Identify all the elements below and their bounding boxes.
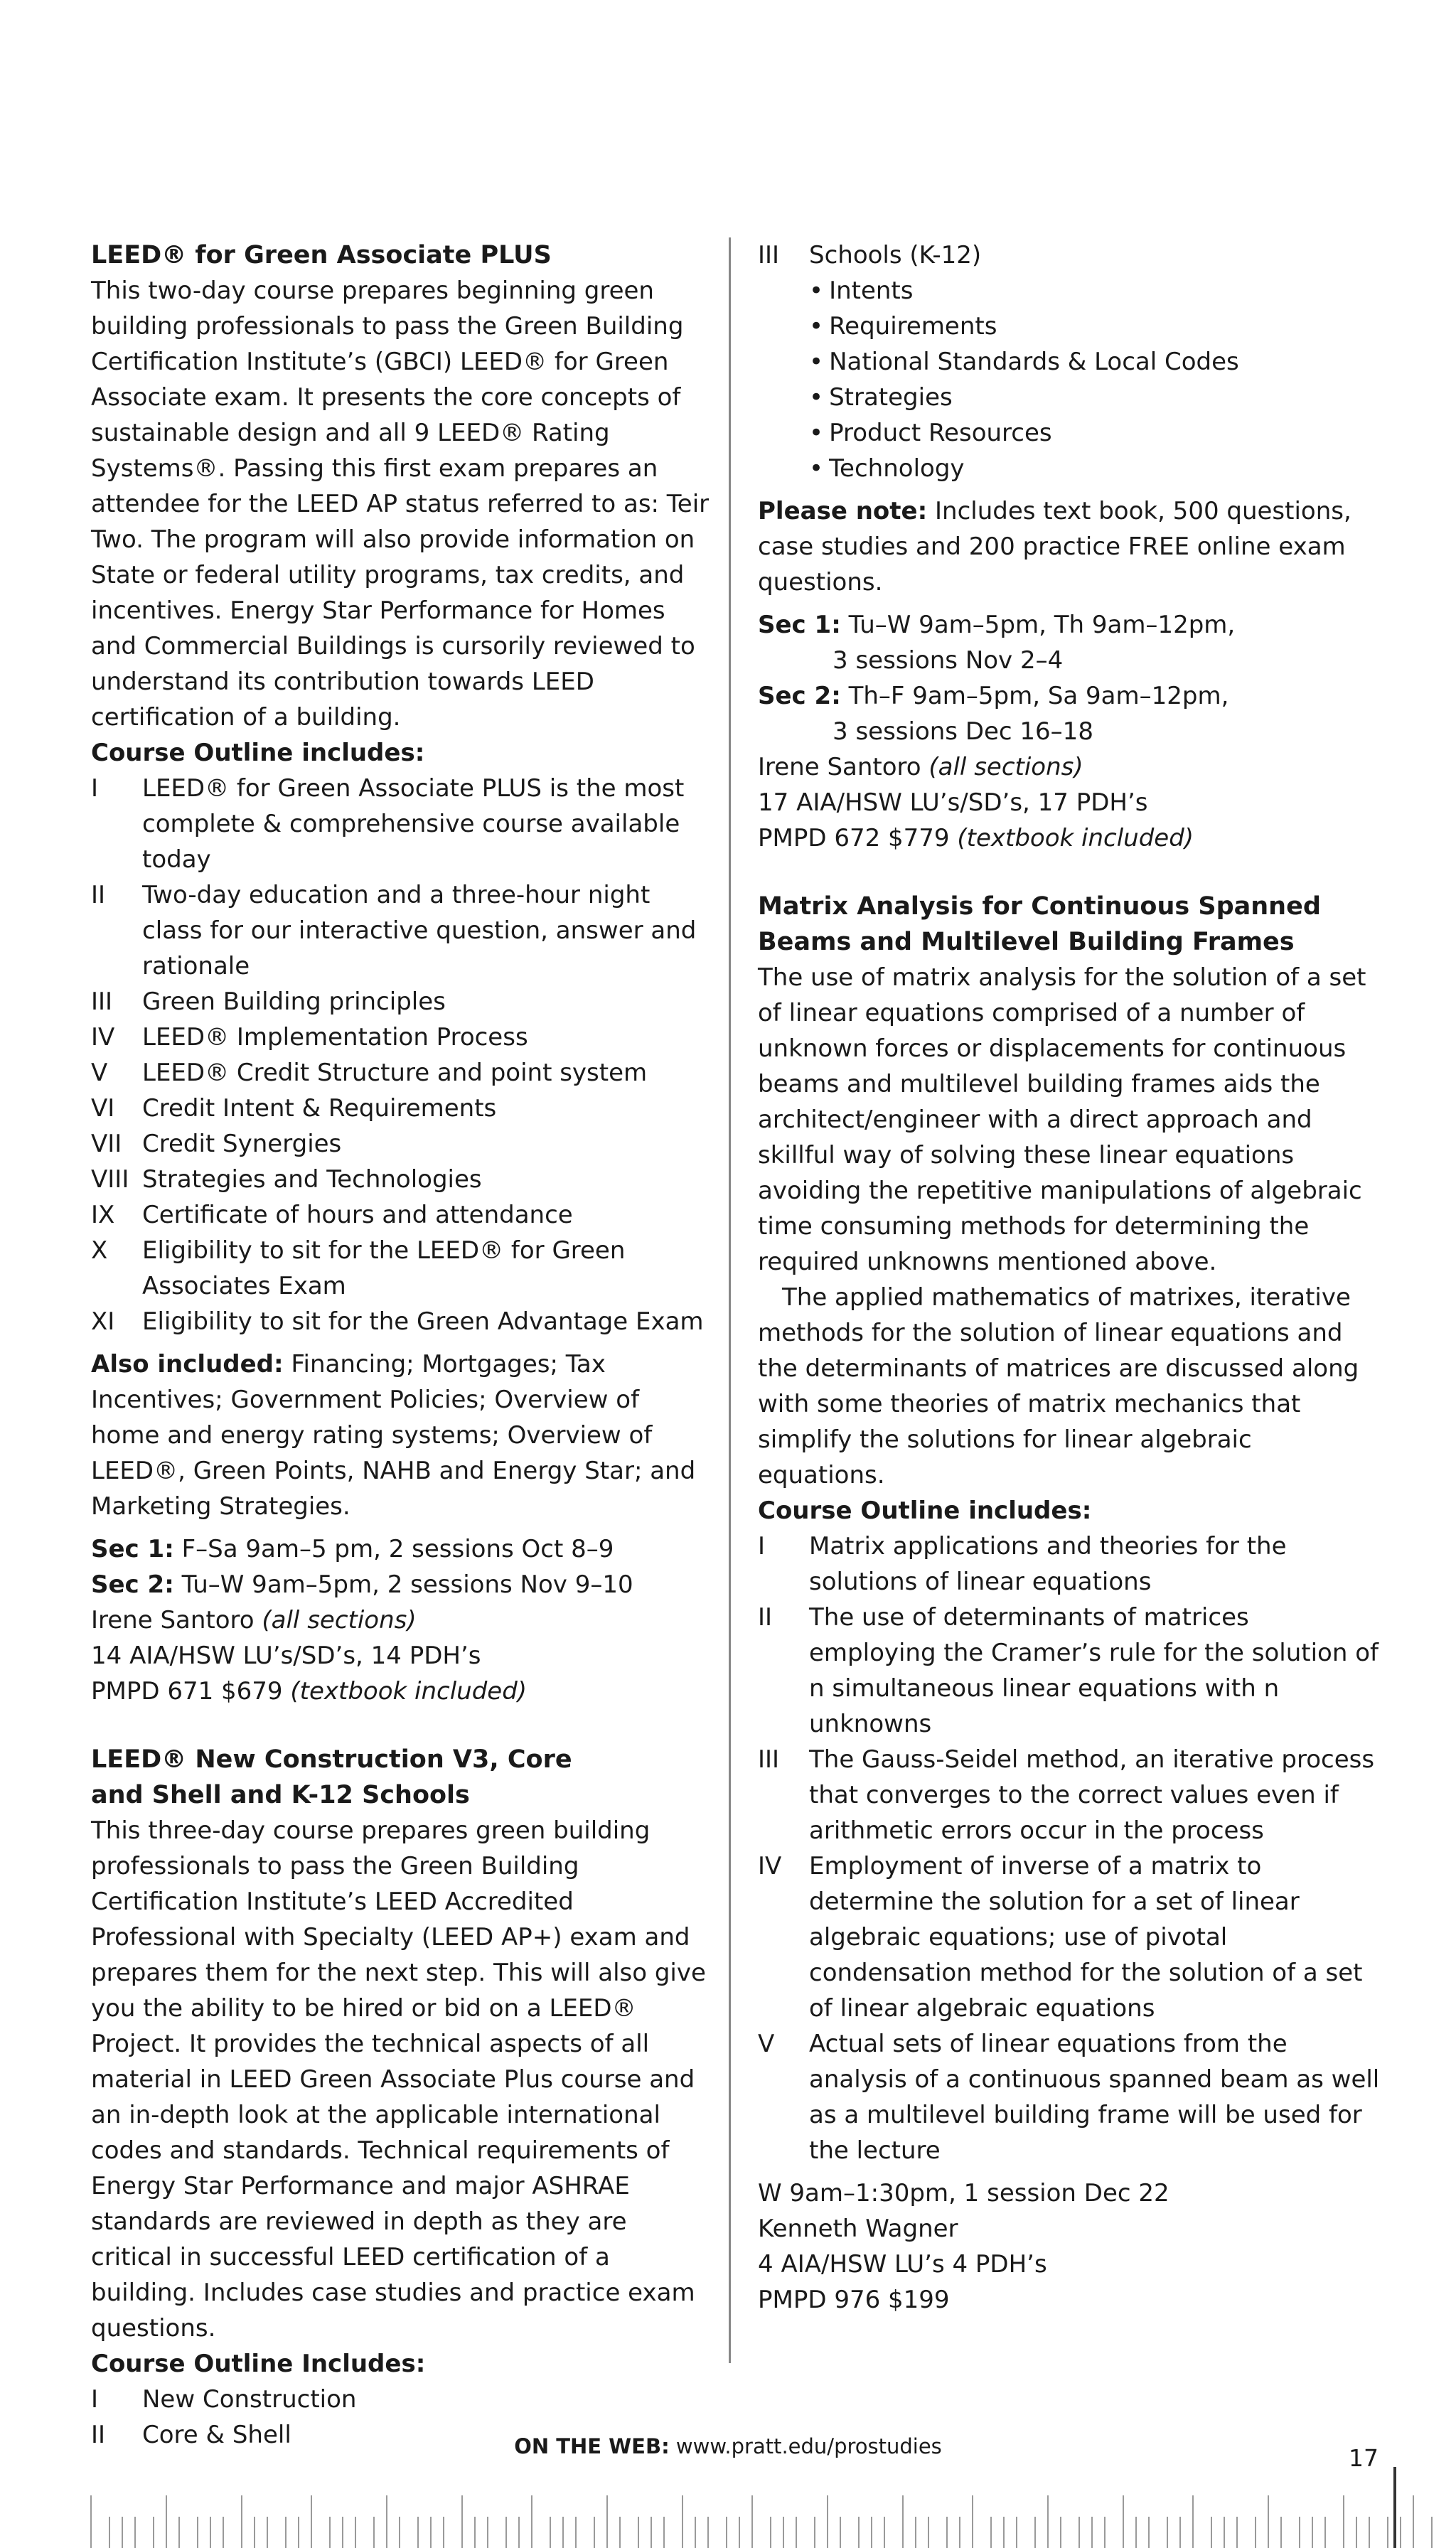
list-item: • Technology	[809, 451, 1383, 486]
section-2-schedule: Sec 2: Th–F 9am–5pm, Sa 9am–12pm,	[758, 682, 1229, 710]
outline-item: I LEED® for Green Associate PLUS is the most complete & comprehensive course available today	[91, 774, 685, 874]
outline-item: IV Employment of inverse of a matrix to determine the solution for a set of linear algebraic equations; use of pivotal condensation method for the solution of a set of linear algebraic equations	[758, 1852, 1363, 2023]
outline-item: I Matrix applications and theories for the solutions of linear equations	[758, 1532, 1287, 1596]
course-description: This two-day course prepares beginning green building professionals to pass the Green Building Certification Institute’s (GBCI) LEED® for Green Associate exam. It presents the core concepts of sustainable design and all 9 LEED® Rating Systems®. Passing this first exam prepares an attendee for the LEED AP status referred to as: Teir Two. The program will also provide information on State or federal utility programs, tax credits, and incentives. Energy Star Performance for Homes and Commercial Buildings is cursorily reviewed to understand its contribution towards LEED certification of a building.	[91, 277, 710, 732]
course-leed-green-associate-plus	[91, 237, 710, 1709]
outline-heading: Course Outline includes:	[758, 1497, 1092, 1525]
course-title: LEED® New Construction V3, Core and Shell and K-12 Schools	[91, 1745, 572, 1809]
outline-item: XI Eligibility to sit for the Green Advantage Exam	[91, 1307, 704, 1336]
course-leed-new-construction	[91, 1742, 710, 2453]
outline-item: I New Construction	[91, 2385, 357, 2414]
course-matrix-analysis	[758, 889, 1383, 2318]
outline-heading: Course Outline includes:	[91, 739, 425, 767]
course-outline	[91, 771, 710, 1339]
bullet-list	[758, 273, 1383, 486]
credits: 14 AIA/HSW LU’s/SD’s, 14 PDH’s	[91, 1642, 481, 1670]
course-leed-new-construction-continued	[758, 237, 1383, 856]
price: PMPD 671 $679 (textbook included)	[91, 1677, 528, 1706]
credits: 4 AIA/HSW LU’s 4 PDH’s	[758, 2250, 1047, 2279]
outline-item: VII Credit Synergies	[91, 1130, 342, 1158]
outline-item: II The use of determinants of matrices employing the Cramer’s rule for the solution of n simultaneous linear equations with n unknowns	[758, 1603, 1379, 1738]
schedule: W 9am–1:30pm, 1 session Dec 22	[758, 2179, 1169, 2207]
outline-item: X Eligibility to sit for the LEED® for Green Associates Exam	[91, 1236, 626, 1300]
left-column	[91, 237, 710, 2453]
course-description: The use of matrix analysis for the solution of a set of linear equations comprised of a number of unknown forces or displacements for continuous beams and multilevel building frames aids the architect/engineer with a direct approach and skillful way of solving these linear equations avoiding the repetitive manipulations of algebraic time consuming methods for determining the required unknowns mentioned above.	[758, 963, 1366, 1276]
section-1-sessions: 3 sessions Nov 2–4	[833, 646, 1064, 675]
course-outline	[758, 1529, 1383, 2168]
section-2-schedule: Sec 2: Tu–W 9am–5pm, 2 sessions Nov 9–10	[91, 1570, 633, 1599]
outline-item: VIII Strategies and Technologies	[91, 1165, 482, 1194]
section-1-schedule: Sec 1: Tu–W 9am–5pm, Th 9am–12pm,	[758, 611, 1236, 639]
instructor: Irene Santoro (all sections)	[758, 753, 1083, 781]
course-description-2: The applied mathematics of matrixes, iterative methods for the solution of linear equations and the determinants of matrices are discussed along with some theories of matrix mechanics that simplify the solutions for linear algebraic equations.	[758, 1283, 1359, 1489]
course-title: Matrix Analysis for Continuous Spanned Beams and Multilevel Building Frames	[758, 892, 1321, 956]
outline-item: IV LEED® Implementation Process	[91, 1023, 528, 1051]
outline-item: II Core & Shell	[91, 2421, 291, 2449]
price: PMPD 672 $779 (textbook included)	[758, 824, 1194, 852]
price: PMPD 976 $199	[758, 2286, 950, 2314]
footer-web: ON THE WEB: www.pratt.edu/prostudies	[514, 2434, 942, 2458]
list-item: • Strategies	[809, 380, 1383, 415]
credits: 17 AIA/HSW LU’s/SD’s, 17 PDH’s	[758, 788, 1148, 817]
website-link[interactable]: www.pratt.edu/prostudies	[669, 2434, 942, 2458]
column-divider	[729, 237, 731, 2363]
outline-item: V LEED® Credit Structure and point system	[91, 1059, 648, 1087]
outline-heading: Course Outline Includes:	[91, 2350, 426, 2378]
list-item: • Requirements	[809, 309, 1383, 344]
outline-item: III Schools (K-12)	[758, 241, 982, 269]
right-column	[758, 237, 1383, 2318]
outline-item: IX Certificate of hours and attendance	[91, 1201, 573, 1229]
outline-item: VI Credit Intent & Requirements	[91, 1094, 497, 1123]
also-included: Also included: Financing; Mortgages; Tax Incentives; Government Policies; Overview of home and energy rating systems; Overview of LEED®, Green Points, NAHB and Energy Star; and Marketing Strategies.	[91, 1350, 696, 1521]
please-note: Please note: Includes text book, 500 questions, case studies and 200 practice FREE online exam questions.	[758, 497, 1351, 596]
instructor: Irene Santoro (all sections)	[91, 1606, 417, 1634]
outline-item: II Two-day education and a three-hour night class for our interactive question, answer and rationale	[91, 881, 697, 980]
section-1-schedule: Sec 1: F–Sa 9am–5 pm, 2 sessions Oct 8–9	[91, 1535, 614, 1563]
outline-item: III Green Building principles	[91, 987, 446, 1016]
ruler-decoration	[0, 2467, 1456, 2548]
page-number: 17	[1349, 2444, 1379, 2472]
course-description: This three-day course prepares green building professionals to pass the Green Building Certification Institute’s LEED Accredited Professional with Specialty (LEED AP+) exam and prepares them for the next step. This will also give you the ability to be hired or bid on a LEED® Project. It provides the technical aspects of all material in LEED Green Associate Plus course and an in-depth look at the applicable international codes and standards. Technical requirements of Energy Star Performance and major ASHRAE standards are reviewed in depth as they are critical in successful LEED certification of a building. Includes case studies and practice exam questions.	[91, 1816, 706, 2343]
list-item: • Product Resources	[809, 415, 1383, 451]
outline-item: V Actual sets of linear equations from the analysis of a continuous spanned beam as well as a multilevel building frame will be used for the lecture	[758, 2030, 1380, 2165]
list-item: • Intents	[809, 273, 1383, 309]
instructor: Kenneth Wagner	[758, 2215, 958, 2243]
course-title: LEED® for Green Associate PLUS	[91, 241, 552, 269]
section-2-sessions: 3 sessions Dec 16–18	[833, 717, 1093, 746]
course-outline	[758, 237, 1383, 273]
outline-item: III The Gauss-Seidel method, an iterative process that converges to the correct values even if arithmetic errors occur in the process	[758, 1745, 1375, 1845]
list-item: • National Standards & Local Codes	[809, 344, 1383, 380]
